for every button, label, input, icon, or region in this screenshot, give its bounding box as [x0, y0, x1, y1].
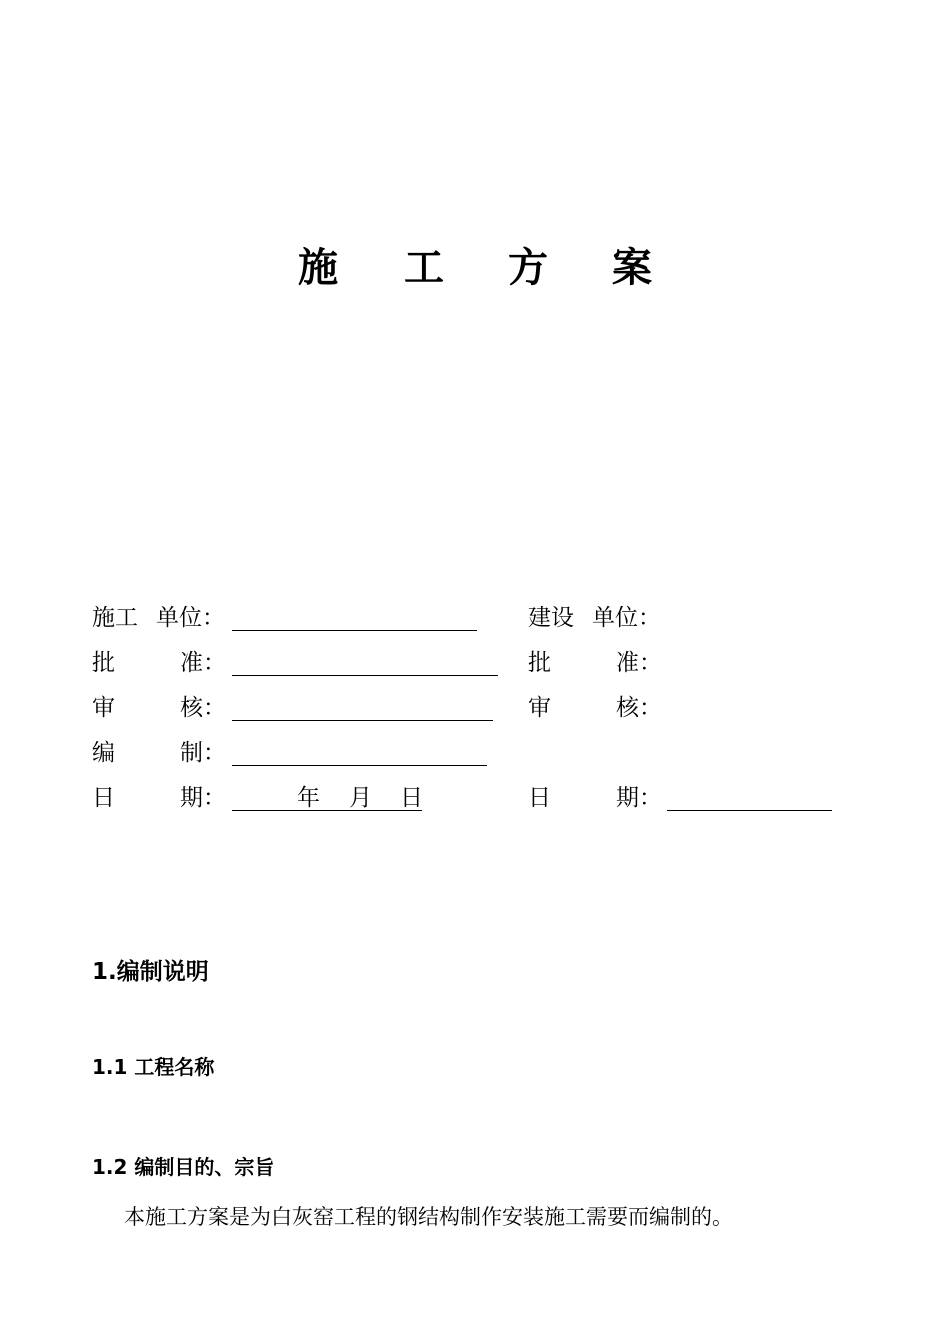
- date-label-b: 期：: [180, 785, 226, 811]
- review-line[interactable]: [232, 720, 493, 721]
- section-heading-1-1: 1.1 工程名称: [92, 1055, 215, 1079]
- construction-unit-label-b: 单位：: [156, 605, 225, 631]
- title-char: 工: [404, 244, 444, 291]
- owner-date-label-b: 期：: [616, 785, 662, 811]
- owner-review-label-b: 核：: [616, 695, 662, 721]
- date-day: 日: [400, 785, 423, 811]
- title-char: 方: [508, 244, 548, 291]
- title-char: 施: [298, 244, 338, 291]
- owner-date-label-a: 日: [528, 785, 551, 811]
- purpose-paragraph: 本施工方案是为白灰窑工程的钢结构制作安装施工需要而编制的。: [124, 1205, 733, 1229]
- title-char: 案: [612, 244, 652, 291]
- date-month: 月: [349, 785, 372, 811]
- date-label-a: 日: [92, 785, 115, 811]
- compiler-label-a: 编: [92, 740, 115, 766]
- owner-unit-label-b: 单位：: [592, 605, 661, 631]
- owner-unit-label-a: 建设: [528, 605, 574, 631]
- owner-approval-label-b: 准：: [616, 650, 662, 676]
- review-label-a: 审: [92, 695, 115, 721]
- compiler-line[interactable]: [232, 765, 487, 766]
- document-title: [0, 238, 950, 298]
- date-line[interactable]: [232, 810, 422, 811]
- approval-label-a: 批: [92, 650, 115, 676]
- construction-unit-line[interactable]: [232, 630, 477, 631]
- section-heading-1: 1.编制说明: [92, 959, 209, 985]
- section-heading-1-2: 1.2 编制目的、宗旨: [92, 1155, 275, 1179]
- owner-review-label-a: 审: [528, 695, 551, 721]
- date-year: 年: [297, 785, 320, 811]
- construction-unit-label-a: 施工: [92, 605, 138, 631]
- review-label-b: 核：: [180, 695, 226, 721]
- approval-label-b: 准：: [180, 650, 226, 676]
- owner-approval-label-a: 批: [528, 650, 551, 676]
- owner-date-line[interactable]: [667, 810, 832, 811]
- compiler-label-b: 制：: [180, 740, 226, 766]
- approval-line[interactable]: [232, 675, 498, 676]
